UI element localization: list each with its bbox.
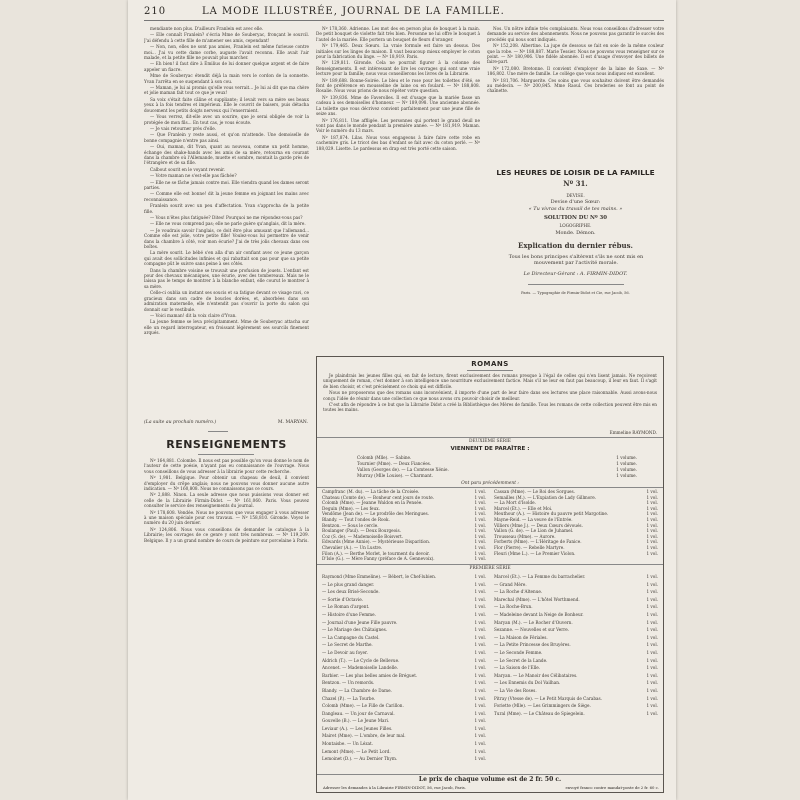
book-title: — La Roche d'Altenue. [494,589,543,595]
book-entry [494,649,658,657]
book-volume: 1 vol. [474,494,486,500]
book-title: — La Roche-Brun. [494,604,533,610]
book-title: Colomb (Mme). — Le Fille de Carillon. [322,703,404,709]
book-volume: 1 vol. [474,544,486,550]
book-title: Pitray (Vtesse de). — Le Petit Marquis de Carabas. [494,695,602,701]
book-title: Lemont (Mme). — Le Petit Lord. [322,748,391,754]
story-paragraph: Franlein sourit avec un peu d'affectation. Yvan s'approcha de la petite fille. [144,203,309,214]
logogriphe-label: LOGOGRIPHE. [559,223,592,228]
price-note: Le prix de chaque volume est de 2 fr. 50 c. [418,776,562,783]
book-volume: 1 vol. [646,649,658,655]
story-paragraph: — Votre maman ne s'est-elle pas fâchée? [150,173,237,179]
journal-title: LA MODE ILLUSTRÉE, JOURNAL DE LA FAMILLE. [202,6,505,17]
middle-paragraph: Nº 178,360. Adrienne. Les mot des en person plus de bouquet à la main. De petit bouquet de violette fait très bien. Personne ne lui offre le bouquet à l'autel de la mariée. Elle portera un bouquet de fleurs d'oranger. [316,26,480,42]
book-volume: 1 vol. [646,489,658,494]
story-paragraph: Dans la chambre voisine se trouvait une profusion de jouets. L'enfant est pour des chevaux mécaniques, une écurie, avec des tombereaux. Mais ne le laissa pas le temps de montrer à la blanche enfant, elle courut le montrer à sa mère. [144,267,309,289]
right-paragraph: Nos. Un nôtre infinie très complaisants. Nous vous conseillons d'adresser votre demande au service des abonnements. Nous ne pouvons pas garantir le succès des procédés qui nous sont indiqués. [487,26,664,42]
romans-footer-left: Adresser les demandes à la Librairie FIRMIN-DIDOT, 56, rue Jacob, Paris. [323,785,466,790]
book-title: — La Mort d'Isolde. [494,500,536,506]
book-title: — La Saison de l'Elle. [494,665,541,671]
middle-paragraph: Nº 129,811. Gironde. Cela ne pourrait figurer à la colonne des Renseignements. Il est intéressant de lire les ouvrages qui sont une vraie lecture pour la famille; nous vous conseillerons les livres de la Librairie. [316,60,480,77]
book-volume: 1 vol. [474,511,486,517]
romans-footer-rule [317,774,663,775]
book-entry [322,732,486,740]
book-title: Chateau (Comte de). — Bonheur cent jours de route. [322,494,435,500]
book-volume: 1 vol. [646,505,658,511]
book-volume: 1 vol. [474,642,486,648]
book-volume: 1 vol. [474,489,486,494]
book-volume: 1 vol. [474,611,486,617]
story-paragraph: — Comme elle est bonne! dit la jeune femme en joignant les mains avec reconnaissance. [144,191,309,202]
book-entry [322,702,486,710]
director: Le Directeur-Gérant : A. FIRMIN-DIDOT. [523,271,628,277]
rebus-text: Tous les bons principes s'altèrent s'ils ne sont mis en mouvement par l'activité morale. [508,254,644,266]
book-title: Boulanger (Paul). — Deux Bourgeois. [322,528,401,534]
story-paragraph: — Elle ne se fâche jamais contre moi. Elle viendra quand les dames seront parties. [144,179,309,190]
romans-intro-p3: C'est afin de répondre à ce but que la Librairie Didot a créé la Bibliothèque des Mères de famille. Tous les romans de cette collection peuvent être mis en toutes les mains. [323,402,657,413]
romans-signature: Emmeline RAYMOND. [609,430,657,435]
book-volume: 1 vol. [474,596,486,602]
book-volume: 1 vol. [646,611,658,617]
book-volume: 1 vol. [646,589,658,595]
book-volume: 1 vol. [474,710,486,716]
loisir-rule [528,284,624,285]
book-title: — La Vie des Roses. [494,687,537,693]
book-title: — Journal d'une Jeune Fille pauvre. [322,619,398,625]
book-title: Bentzon. — Un remords. [322,680,375,686]
romans-heading: ROMANS [471,360,509,368]
book-title: — Le Mariage des Châtaignes. [322,627,388,633]
book-volume: 1 vol. [474,604,486,610]
book-volume: 1 vol. [646,581,658,587]
book-title: Ancenet. — Mademoiselle Landelle. [322,665,399,671]
book-title: Forberts (Mme). — L'Héritage de Fanice. [494,539,582,545]
romans-intro-p2: Nous ne proposerons que des romans sans inconvénient, il importe d'une part de leur faire dans ses lectures une place raisonnable. Aussi avons-nous conçu l'idée de réunir dans une collection ce que nous avons cru pouvoir choisir de meilleur. [323,390,657,401]
book-entry [322,672,486,680]
book-entry [322,710,486,718]
book-volume: 1 volume. [616,461,637,466]
book-volume: 1 vol. [646,672,658,678]
book-title: Vallon (G. de). — Le Lion de Juhamel. [494,528,574,534]
book-volume: 1 vol. [474,500,486,506]
book-volume: 1 vol. [646,550,658,556]
series2-heading: DEUXIÈME SÉRIE [468,439,512,444]
book-entry [322,603,486,611]
book-entry [322,596,486,604]
book-volume: 1 vol. [474,665,486,671]
book-entry [322,649,486,657]
book-title: Edwards (Mme Annie). — Mystérieuse Disparition. [322,539,431,545]
book-title: Sezanne. — Nouvelles et sur Verre. [494,627,570,633]
book-title: Leviaur (A.). — Les Jeunes Filles. [322,725,393,731]
book-volume: 1 vol. [474,634,486,640]
loisir-number: Nº 31. [563,179,588,188]
book-title: Aldrich (T.). — Le Cycle de Bellevue. [322,657,400,663]
renseignements-paragraph: Nº 1,981. Belgique. Pour obtenir un chapeau de deuil, il convient d'employer du crêpe anglais; nous ne pouvons vous donner aucune autre indication. — Nº 160,808. Nous ne connaissons pas ce cours. [144,475,309,492]
book-title: D'Isle (G.). — Mère Fanny (préface de A. Gennevoix). [322,556,435,562]
book-volume: 1 vol. [646,642,658,648]
book-title: Dangleau. — Un jour de Carnaval. [322,710,395,716]
book-volume: 1 vol. [646,634,658,640]
book-title: — Le Devoir au foyer. [322,649,368,655]
loisir-heading: LES HEURES DE LOISIR DE LA FAMILLE [496,168,655,177]
book-title: Colomb (Mme). — Jeanne Waldon en la Pensée. [322,500,423,506]
book-entry [322,619,486,627]
story-end-rule [208,431,228,432]
book-volume: 1 vol. [474,657,486,663]
story-paragraph: — Oui, maman, dit Yvan, quant au nouveau, comme un petit homme, échange des shake-hands avec les amis de sa mère, retourna en courant dans la chambre où l'Allemande, muette et sombre, montait la garde près de l'étrangère et de sa fille. [144,144,309,166]
book-title: Flor (Pierre). — Rebelle Martyre. [494,544,565,550]
book-volume: 1 vol. [474,672,486,678]
book-entry [494,573,658,581]
book-entry [494,657,658,665]
romans-heading-rule [467,370,513,371]
book-volume: 1 vol. [646,528,658,534]
story-paragraph: Calbout sourit en le voyant revenir. [150,166,226,172]
book-volume: 1 vol. [646,665,658,671]
series1-rule [317,564,663,565]
logogriphe-answer: Monde. Démon. [555,230,596,236]
book-volume: 1 vol. [646,500,658,506]
book-entry [322,687,486,695]
book-title: Campfranc (M. du). — La tâche de la Croisée. [322,489,420,494]
book-title: Marechal (Mme). — L'hôtel Worthmend. [494,596,580,602]
book-title: — Le plus grand danger. [322,581,375,587]
renseignements-heading: RENSEIGNEMENTS [166,438,287,451]
book-title: Montaisbe. — Un Lézat. [322,741,374,747]
story-paragraph: — Elle ne vous comprend pas; elle ne parle guère qu'anglais, dit la mère. [150,221,306,227]
book-entry [494,551,658,557]
page-header [144,6,664,20]
book-title: Vendôme (Jean de). — Le prodrôle des Meringues. [322,511,430,517]
list-left-b [322,573,486,763]
book-title: Maryan. — Le Manoir des Célibataires. [494,672,578,678]
book-volume: 1 vol. [474,619,486,625]
book-volume: 1 vol. [474,741,486,747]
book-volume: 1 vol. [646,695,658,701]
book-entry [322,664,486,672]
book-title: Marcel (Et.). — La Femme du barrachelier. [494,574,586,579]
story-paragraph: — Elle connaît Franlein? s'écria Mme de Souberyac, fronçant le sourcil. J'ai défendu à cette fille de m'amener ses amis, cependant! [144,32,309,43]
book-entry [494,702,658,710]
book-volume: 1 vol. [474,718,486,724]
book-title: Lemoinet (D.). — Au Dernier Thym. [322,756,398,762]
printer-line: Paris. — Typographie de Firmin-Didot et Cie, rue Jacob, 56. [521,291,630,295]
book-volume: 1 vol. [646,596,658,602]
book-volume: 1 vol. [474,589,486,595]
story-paragraph: — Je voudrais savoir l'anglais, ce doit être plus amusant que l'allemand... Comme elle est jolie, votre petite fille! Voulez-vous lui permettre de venir dans la chambre à côté, voir mon écurie? J'ai de très jolis chevaux dans ces boîtes. [144,227,309,250]
book-entry [322,611,486,619]
book-title: Raymond (Mme Emmeline). — Bébert, le Chef-lubien. [322,574,437,579]
book-entry [494,672,658,680]
book-title: Chevalier (A.). — Un Lustre. [322,544,383,550]
story-author: M. MARYAN. [277,420,308,425]
book-volume: 1 vol. [474,687,486,693]
book-volume: 1 vol. [474,516,486,522]
book-volume: 1 vol. [646,516,658,522]
book-volume: 1 vol. [646,687,658,693]
book-entry [494,611,658,619]
story-paragraph: La jeune femme se leva précipitamment. Mme de Souberyac attacha sur elle un regard interrogateur, en froissant légèrement ses sourcils finement arqués. [144,319,309,336]
devise-text: Devise d'une Sœur: [550,199,601,205]
middle-paragraph: Nº 189,688. Bonne-Soirée. Le bleu et le rose pour les toilettes d'été, se font de préférence en mousseline de laine ou en foulard. — Nº 188,808. Rosalie. Nous vous prions de nous répéter votre question. [316,77,480,94]
renseignements-rule [198,454,254,455]
book-title: — Les deux Brisé-Seconde. [322,589,380,595]
book-entry [494,679,658,687]
right-column [487,26,664,160]
right-paragraph: Nº 152,208. Albertine. La jupe de dessous se fait en soie de la même couleur que la robe. — Nº 188,887. Marie Tessier. Nous ne pouvons vous renseigner sur ce point. — Nº 180,906. Une fidèle abonnée. Il est d'usage d'envoyer des billets de faire-part. [487,43,664,65]
book-title: — Grand Mère. [494,581,527,587]
story-continued: (La suite au prochain numéro.) [144,420,217,425]
devise-label: DEVISE. [566,193,585,198]
middle-paragraph: Nº 139,836. Mme de Faverolles. Il est d'usage que la mariée fasse un cadeau à ses demoiselles d'honneur. — Nº 189,098. Une ancienne abonnée. La toilette que vous décrivez convient parfaitement pour une jeune fille de seize ans. [316,94,480,117]
book-entry [494,664,658,672]
book-title: Foriette (Mlle). — Les Grimmingers de Siège. [494,703,591,709]
book-volume: 1 vol. [474,695,486,701]
book-title: — La Maison de Fériales. [494,634,548,640]
list-right-b [494,573,658,717]
book-title: Villiers (Mme J.). — Deux Cœurs dévoués. [494,522,583,528]
book-entry [494,619,658,627]
book-title: Vallon (Georges de). — La Comtesse Xénie. [357,467,449,472]
book-entry [322,679,486,687]
story-paragraph: mendiante non plus. D'ailleurs Franlein est avec elle. [150,26,264,31]
story-paragraph: Mme de Souberyac étendit déjà la main vers le cordon de la sonnette. Yvan l'arrêta en se suspendant à son cou. [144,73,309,84]
renseignements-paragraph: Nº 2,888. Ninon. La seule adresse que nous puissions vous donner est celle de la Librairie Firmin-Didot. — Nº 161,060. Paris. Vous pouvez consulter le service des renseignements du journal. [144,492,309,509]
book-title: — La Petite Princesse des Bruyères. [494,642,571,648]
book-entry [322,740,486,748]
book-title: — Le Secret de Marthe. [322,642,373,648]
book-title: Blandy. — Tout l'ondes de Rook. [322,516,390,522]
precedemment-label: Ont paru précédemment : [461,481,519,486]
book-title: — Histoire d'une Femme. [322,611,376,617]
book-title: Mairet (Mme). — L'ombre, de leur mal. [322,733,406,739]
book-volume: 1 vol. [474,574,486,579]
book-entry [494,581,658,589]
book-entry [494,641,658,649]
book-title: — Madeleine devant la Neige de Bonheur. [494,611,584,617]
book-volume: 1 vol. [474,539,486,545]
featured-list [357,455,637,479]
book-title: — Les Ennemis du Dol Vailhan. [494,680,561,686]
book-title: Meuthour (A.). — Histoire du pauvre petit Margotine. [494,511,609,517]
book-title: Gouvelle (B.). — Le Jeune Mari. [322,718,390,724]
list-left-a [322,489,486,562]
book-volume: 1 vol. [646,680,658,686]
book-entry [494,710,658,718]
book-title: Maryan (M.). — Le Rocher d'Ouvern. [494,619,573,625]
book-title: Tural (Mme). — Le Château de Spiegelein. [494,710,585,716]
book-volume: 1 vol. [474,733,486,739]
book-entry [494,603,658,611]
book-entry [357,473,637,479]
book-volume: 1 vol. [474,581,486,587]
renseignements-paragraph: Nº 164,881. Colombe. Il nous est pas possible qu'on vous donne le nom de l'auteur de cette poésie, n'ayant pas eu connaissance de l'ouvrage. Nous vous conseillons de vous adresser à la librairie pour cette recherche. [144,458,309,474]
book-title: Semailles (M.). — L'Expiation de Lady Gillmore. [494,494,597,500]
book-entry [322,748,486,756]
book-volume: 1 volume. [616,467,637,472]
book-volume: 1 vol. [474,680,486,686]
series1-heading: PREMIÈRE SÉRIE [469,566,511,571]
book-title: Chazel (P.). — La Tourbe. [322,695,376,701]
book-entry [322,755,486,763]
renseignements-paragraph: Nº 178,608. Vendée. Nous ne pouvons que vous engager à vous adresser à une maison spéciale pour ces travaux. — Nº 158,810. Gironde. Voyez le numéro du 20 juin dernier. [144,509,309,526]
book-title: Marcel (Ét.). — Elle et Moi. [494,505,553,511]
story-paragraph: — Je vais retourner près d'elle. [150,125,217,131]
right-paragraph: Nº 172,080. Bretonne. Il convient d'employer de la laine de Saxe. — Nº 186,802. Une mère de famille. Le collège que vous nous indiquez est excellent. [487,65,664,77]
book-volume: 1 vol. [474,725,486,731]
renseignements-paragraph: Nº 124,806. Nous vous conseillons de demander le catalogue à la Librairie; les ouvrages de ce genre y sont très nombreux. — Nº 119,209. Belgique. Il y a un grand nombre de cours de peinture sur porcelaine à Paris. [144,526,309,543]
book-title: — Le Secret de la Lande. [494,657,548,663]
book-entry [494,588,658,596]
book-volume: 1 volume. [616,473,637,478]
renseignements-column [144,458,309,788]
book-entry [494,626,658,634]
story-paragraph: — Vous n'êtes plus fatiguée? Dites! Pourquoi ne me répondez-vous pas? [150,215,303,220]
story-paragraph: — Non, non, elles ne sont pas amies, Franlein est même furieuse contre moi... J'ai vu cette dame corbe, auguste l'avait reconnu. Elle avait l'air malade, et la petite fille ne pouvait plus marcher. [144,44,309,61]
book-volume: 1 vol. [646,522,658,528]
book-entry [322,626,486,634]
header-rule [144,20,664,21]
book-volume: 1 vol. [646,604,658,610]
list-right-a [494,489,658,556]
book-entry [322,573,486,581]
book-volume: 1 vol. [646,710,658,716]
book-title: — Sortie d'Octavie. [322,596,364,602]
book-title: Mayne-Reid. — La veuve de l'Entrée. [494,516,573,522]
vient-heading: VIENNENT DE PARAÎTRE : [450,446,530,452]
book-volume: 1 vol. [474,505,486,511]
book-volume: 1 volume. [616,455,637,460]
middle-paragraph: Nº 179,465. Deux Sœurs. La vraie formule est faire un dessus. Des initiales sur les linges de maison. Il vaut beaucoup mieux employer le coton pour la fabrication du linge. — Nº 18,919. Paris. [316,43,480,60]
story-paragraph: — Que Franlein y reste aussi, et qu'on m'attende. Une demoiselle de bonne compagnie n'entre pas ainsi. [144,132,309,143]
book-volume: 1 vol. [646,627,658,633]
book-volume: 1 vol. [646,544,658,550]
book-title: Deguin (Mme). — Les feux. [322,505,380,511]
book-volume: 1 vol. [474,649,486,655]
book-volume: 1 vol. [646,511,658,517]
book-title: Blandy. — La Chambre de Dame. [322,687,392,693]
story-column [144,26,309,428]
book-volume: 1 vol. [474,703,486,709]
book-entry [322,717,486,725]
middle-column [316,26,480,350]
book-title: Cassan (Mme). — Le Roi des Sorgues. [494,489,576,494]
romans-intro-rule [317,437,663,438]
page-number: 210 [144,6,167,17]
middle-paragraph: Nº 176,811. Une affligée. Les personnes qui portent le grand deuil ne vont pas dans le monde pendant la première année. — Nº 181,919. Maman. Voir le numéro du 13 mars. [316,117,480,134]
solution-label: SOLUTION DU Nº 30 [543,215,608,221]
book-volume: 1 vol. [646,533,658,539]
book-entry [322,556,486,562]
romans-footer-right: envoyé franco contre mandat-poste de 2 fr. 60 c. [565,785,659,790]
book-volume: 1 vol. [646,494,658,500]
romans-box [316,356,664,793]
story-paragraph: Celle-ci oublia un instant ses soucis et sa fatigue devant ce visage ravi, ce gracieux dans son cadre de boucles dorées, et, absorbées dans son admiration maternelle, elle n'entendit pas s'ouvrir la porte du salon qui donnait sur le vestibule. [144,290,309,312]
book-entry [494,695,658,703]
book-entry [322,657,486,665]
book-entry [322,725,486,733]
story-paragraph: Sa voix s'était faite câline et suppliante; il levait vers sa mère ses beaux yeux à la fois tendres et impérieux. Elle le couvrit de baisers, puis détacha doucement les petits doigts nerveux qui l'enserraient. [144,96,309,113]
book-volume: 1 vol. [474,748,486,754]
book-volume: 1 vol. [474,533,486,539]
book-entry [494,634,658,642]
book-title: — Le Seconde Femme. [494,649,543,655]
book-volume: 1 vol. [646,619,658,625]
book-entry [322,634,486,642]
romans-intro-p1: Je plaindrais les jeunes filles qui, en fait de lecture, firent exclusivement des romans presque à l'égal de celles qui n'en lisent jamais. Ne reçoivent uniquement de roman, c'est donner à son intelligence une nourriture exclusivement factice. Mais s'il ne leur en faut pas beaucoup, il leur en faut. Il s'agit de bien choisir, et c'est précisément ce choix qui est difficile. [323,373,657,389]
story-paragraph: La mère sourit. Le bébé s'en alla d'un air confiant avec ce jeune garçon qui avait des sollicitudes infinies et qui rabattait son pas pour que sa petite compagne pût le suivre sans peine à ses côtés. [144,250,309,267]
book-entry [322,641,486,649]
book-volume: 1 vol. [474,627,486,633]
rebus-title: Explication du dernier rébus. [518,241,633,250]
book-title: Filon (A.). — Berthe Morlet, le tourment du devoir. [322,550,430,556]
book-title: — La Campagne du Castel. [322,634,380,640]
book-title: Barbier. — Les plus belles amies de Bréguet. [322,672,418,678]
book-entry [322,581,486,589]
newspaper-page [128,0,676,800]
book-title: Fleuri (Mme L.). — Le Premier Violon. [494,550,576,556]
book-entry [494,687,658,695]
book-title: Colomb (Mlle). — Sabine. [357,455,412,460]
precedemment-rule [317,487,663,488]
story-paragraph: — Voici maman! dit la voix claire d'Yvan. [150,312,237,318]
book-title: Bentzon. — Sous le cercle. [322,522,379,528]
story-paragraph: — Vous verrez, dit-elle avec un sourire, que je serai obligée de voir la protégée de mon fils... En tout cas, je vous écoute. [144,114,309,125]
book-volume: 1 vol. [646,574,658,579]
book-title: Trousseau (Mme). — Aurore. [494,533,556,539]
book-title: Tournier (Mme). — Deux Fiancées. [357,461,432,466]
book-volume: 1 vol. [474,756,486,762]
book-volume: 1 vol. [646,657,658,663]
book-entry [322,588,486,596]
book-volume: 1 vol. [646,539,658,545]
devise-quote: « Tu vivras du travail de tes mains. » [528,206,623,212]
book-volume: 1 vol. [474,522,486,528]
book-title: Coz (S. de). — Mademoiselle Boisvert. [322,533,404,539]
story-paragraph: — Eh bien! il faut dire à Émilius de lui donner quelque argent et de faire appeler un fiacre. [144,61,309,72]
story-paragraph: — Maman, je lui ai promis qu'elle vous verrait... Je lui ai dit que ma chère et jolie maman fait tout ce que je veux! [144,85,309,96]
romans-intro [323,373,657,429]
right-paragraph: Nº 181,706. Marguerite. Ces soins que vous souhaitez doivent être demandés au médecin. — Nº 200,845. Mme Raoul. Ces broderies se font au point de chaînette. [487,77,664,94]
book-title: — Le Roman d'argent. [322,604,370,610]
book-entry [322,695,486,703]
book-volume: 1 vol. [646,703,658,709]
middle-paragraph: Nº 187,874. Lilas. Nous vous engageons à faire faire cette robe en cachemire gris. Le tricot des bas d'enfant se fait avec du coton perlé. — Nº 188,029. Lisette. Le pardessus en drap est très porté cette saison. [316,134,480,151]
book-volume: 1 vol. [474,550,486,556]
book-volume: 1 vol. [474,556,486,562]
book-entry [494,596,658,604]
book-volume: 1 vol. [474,528,486,534]
book-title: Murray (Mlle Louise). — Charmant. [357,473,433,478]
